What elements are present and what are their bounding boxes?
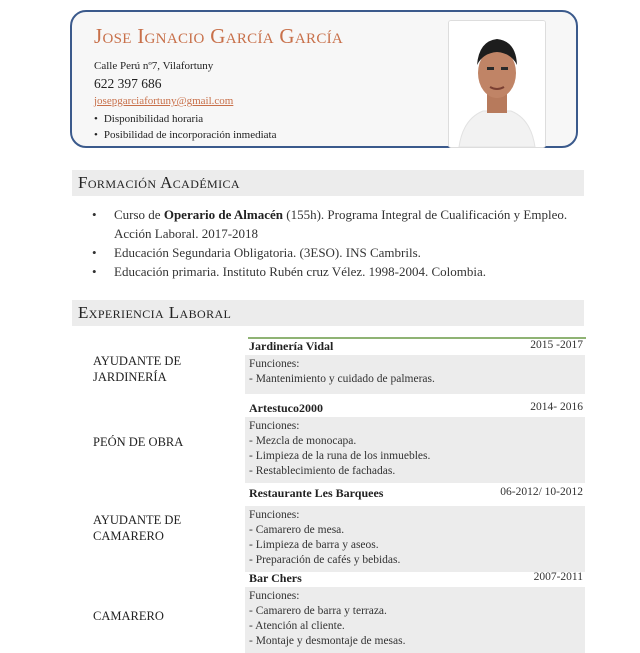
job-company: Restaurante Les Barquees: [249, 486, 384, 500]
job-functions: Funciones: - Mezcla de monocapa. - Limpieza de la runa de los inmuebles. - Restablecimiento de fachadas.: [245, 417, 585, 483]
email-link[interactable]: josepgarciafortuny@gmail.com: [94, 95, 234, 107]
job-functions: Funciones: - Camarero de mesa. - Limpieza de barra y aseos. - Preparación de cafés y bebidas.: [245, 506, 585, 572]
contact-header: [70, 10, 578, 148]
education-item: • Educación Segundaria Obligatoria. (3ESO). INS Cambrils.: [90, 243, 580, 262]
experience-section-header: [72, 300, 584, 326]
job-company: Jardinería Vidal: [249, 339, 334, 353]
education-item: • Curso de Operario de Almacén (155h). Programa Integral de Cualificación y Empleo. Acción Laboral. 2017-2018: [90, 205, 580, 243]
availability-list: [94, 111, 276, 143]
education-section-header: [72, 170, 584, 196]
address: Calle Perú nº7, Vilafortuny: [94, 60, 214, 72]
experience-title: Experiencia Laboral: [78, 303, 232, 322]
job-entry: [245, 486, 585, 572]
job-dates: 2014- 2016: [530, 401, 583, 413]
job-functions: Funciones: - Camarero de barra y terraza. - Atención al cliente. - Montaje y desmontaje de mesas.: [245, 587, 585, 653]
availability-item: • Posibilidad de incorporación inmediata: [94, 127, 276, 143]
job-dates: 06-2012/ 10-2012: [500, 486, 583, 498]
job-company: Artestuco2000: [249, 401, 323, 415]
education-title: Formación Académica: [78, 173, 240, 192]
job-entry: [245, 571, 585, 653]
job-entry: [245, 401, 585, 483]
education-item: • Educación primaria. Instituto Rubén cruz Vélez. 1998-2004. Colombia.: [90, 262, 580, 281]
candidate-name: Jose Ignacio García García: [94, 24, 344, 48]
availability-item: • Disponibilidad horaria: [94, 111, 276, 127]
job-functions: Funciones: - Mantenimiento y cuidado de palmeras.: [245, 355, 585, 394]
job-role: PEÓN DE OBRA: [93, 435, 184, 449]
job-company: Bar Chers: [249, 571, 302, 585]
education-list: [90, 205, 580, 281]
profile-photo: [448, 20, 546, 148]
job-role: AYUDANTE DE CAMARERO: [93, 513, 182, 543]
job-role: CAMARERO: [93, 609, 164, 623]
job-dates: 2015 -2017: [530, 339, 583, 351]
job-entry: [245, 339, 585, 394]
phone-number: 622 397 686: [94, 76, 162, 91]
job-dates: 2007-2011: [533, 571, 583, 583]
portrait-image: [449, 21, 545, 147]
job-role: AYUDANTE DE JARDINERÍA: [93, 354, 182, 384]
